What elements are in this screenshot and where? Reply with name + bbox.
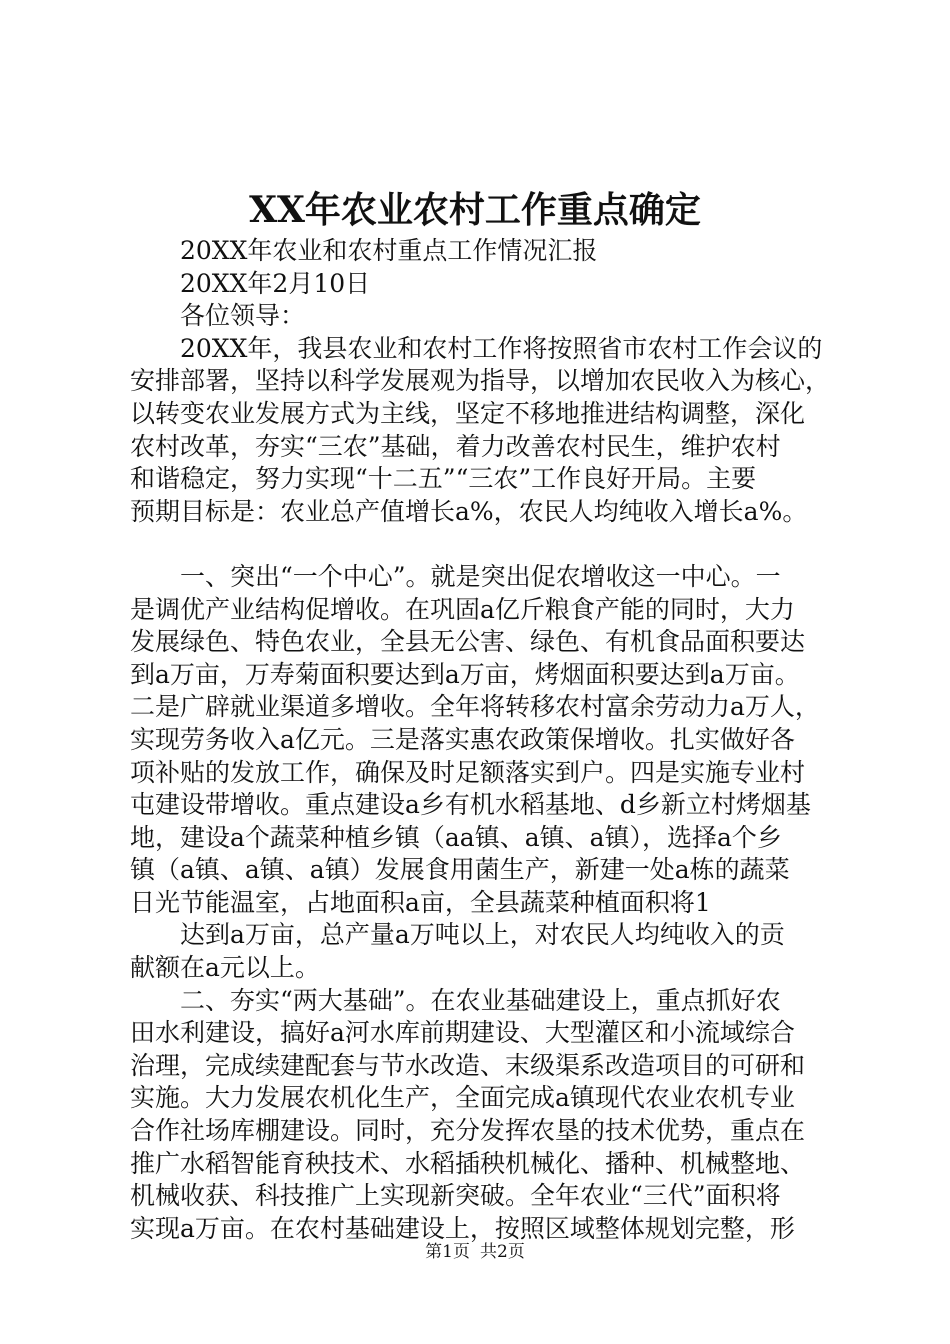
text-line: 机械收获、科技推广上实现新突破。全年农业“三代”面积将 [130, 1181, 781, 1211]
text-line: 日光节能温室，占地面积a亩，全县蔬菜种植面积将1 [130, 887, 711, 917]
text-line: 各位领导： [180, 301, 306, 331]
text-line: 是调优产业结构促增收。在巩固a亿斤粮食产能的同时，大力 [130, 594, 795, 624]
text-line: 合作社场库棚建设。同时，充分发挥农垦的技术优势，重点在 [130, 1116, 806, 1146]
text-line: 20XX年农业和农村重点工作情况汇报 [180, 236, 598, 265]
text-line: 20XX年2月10日 [180, 268, 371, 298]
text-line: 农村改革，夯实“三农”基础，着力改善农村民生，维护农村 [130, 431, 781, 461]
text-line: 项补贴的发放工作，确保及时足额落实到户。四是实施专业村 [130, 757, 806, 787]
text-line: 实施。大力发展农机化生产，全面完成a镇现代农业农机专业 [130, 1083, 795, 1113]
text-line [130, 528, 830, 561]
text-line: 地，建设a个蔬菜种植乡镇（aa镇、a镇、a镇），选择a个乡 [130, 822, 782, 852]
text-line: 推广水稻智能育秧技术、水稻插秧机械化、播种、机械整地、 [130, 1148, 806, 1178]
text-line: 一、突出“一个中心”。就是突出促农增收这一中心。一 [180, 561, 781, 591]
text-line: 二是广辟就业渠道多增收。全年将转移农村富余劳动力a万人， [130, 692, 820, 722]
document-body [130, 235, 830, 1245]
text-line: 田水利建设，搞好a河水库前期建设、大型灌区和小流域综合 [130, 1018, 795, 1048]
text-line: 实现a万亩。在农村基础建设上，按照区域整体规划完整，形 [130, 1213, 795, 1243]
text-line: 二、夯实“两大基础”。在农业基础建设上，重点抓好农 [180, 985, 781, 1015]
text-line: 治理，完成续建配套与节水改造、末级渠系改造项目的可研和 [130, 1050, 806, 1080]
text-line: 屯建设带增收。重点建设a乡有机水稻基地、d乡新立村烤烟基 [130, 790, 811, 820]
text-line: 安排部署，坚持以科学发展观为指导，以增加农民收入为核心， [130, 366, 831, 396]
text-line: 实现劳务收入a亿元。三是落实惠农政策保增收。扎实做好各 [130, 724, 795, 754]
text-line: 到a万亩，万寿菊面积要达到a万亩，烤烟面积要达到a万亩。 [130, 659, 800, 689]
page-number: 第1页 [425, 1242, 470, 1262]
document-title: XX年农业农村工作重点确定 [249, 189, 701, 231]
text-line: 镇（a镇、a镇、a镇）发展食用菌生产，新建一处a栋的蔬菜 [130, 855, 790, 885]
text-line: 达到a万亩，总产量a万吨以上，对农民人均纯收入的贡 [180, 920, 785, 950]
page-footer [0, 1240, 950, 1264]
text-line: 预期目标是：农业总产值增长a%，农民人均纯收入增长a%。 [130, 496, 808, 526]
text-line: 以转变农业发展方式为主线，坚定不移地推进结构调整，深化 [130, 398, 806, 428]
text-line: 发展绿色、特色农业，全县无公害、绿色、有机食品面积要达 [130, 627, 806, 657]
text-line: 20XX年，我县农业和农村工作将按照省市农村工作会议的 [180, 333, 823, 363]
text-line: 和谐稳定，努力实现“十二五”“三农”工作良好开局。主要 [130, 464, 757, 494]
page-total: 共2页 [480, 1242, 525, 1262]
text-line: 献额在a元以上。 [130, 953, 320, 983]
